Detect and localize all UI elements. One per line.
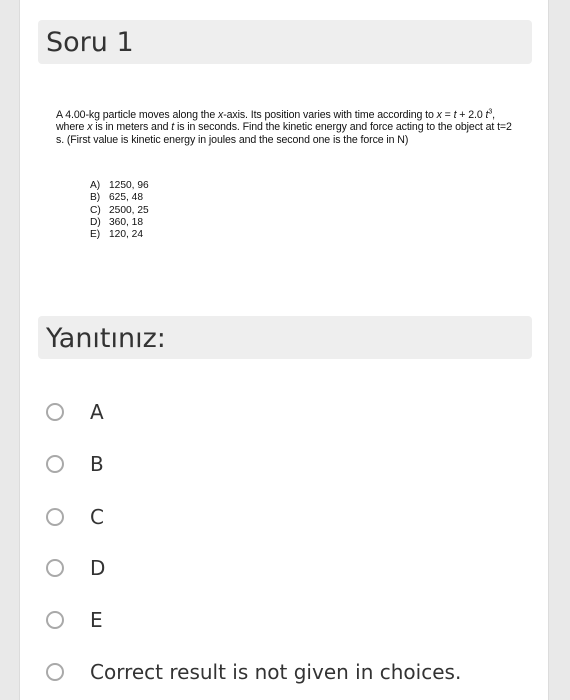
choice-item: E) 120, 24 xyxy=(90,229,143,241)
question-text: A 4.00-kg particle moves along the x-axis. Its position varies with time according to x = t + 2.0 $t^3$, where x is in meters and t is in seconds. Find the kinetic energy and force acting to the object at t=2 s. (First value is kinetic energy in joules and the second one is the force in N) xyxy=(56,108,512,146)
radio-button[interactable] xyxy=(46,508,64,526)
question-card xyxy=(19,0,549,700)
answer-option-d[interactable] xyxy=(46,557,526,583)
answer-option-c[interactable] xyxy=(46,506,526,532)
radio-button[interactable] xyxy=(46,403,64,421)
radio-button[interactable] xyxy=(46,559,64,577)
radio-button[interactable] xyxy=(46,611,64,629)
question-title: Soru 1 xyxy=(46,27,134,58)
option-label[interactable]: B xyxy=(90,452,104,476)
choice-list xyxy=(90,180,149,241)
answer-header xyxy=(38,316,532,359)
radio-button[interactable] xyxy=(46,663,64,681)
choice-item: D) 360, 18 xyxy=(90,216,143,228)
answer-title: Yanıtınız: xyxy=(46,323,166,354)
option-label[interactable]: E xyxy=(90,608,103,632)
option-label[interactable]: C xyxy=(90,505,104,529)
answer-option-b[interactable] xyxy=(46,453,526,479)
question-header xyxy=(38,20,532,64)
radio-button[interactable] xyxy=(46,455,64,473)
choice-item: A) 1250, 96 xyxy=(90,180,149,191)
answer-option-e[interactable] xyxy=(46,609,526,635)
option-label[interactable]: Correct result is not given in choices. xyxy=(90,660,462,684)
option-label[interactable]: A xyxy=(90,400,104,424)
choice-item: C) 2500, 25 xyxy=(90,204,149,216)
answer-option-none[interactable] xyxy=(46,661,526,687)
answer-option-a[interactable] xyxy=(46,401,526,427)
choice-item: B) 625, 48 xyxy=(90,192,143,204)
option-label[interactable]: D xyxy=(90,556,106,580)
